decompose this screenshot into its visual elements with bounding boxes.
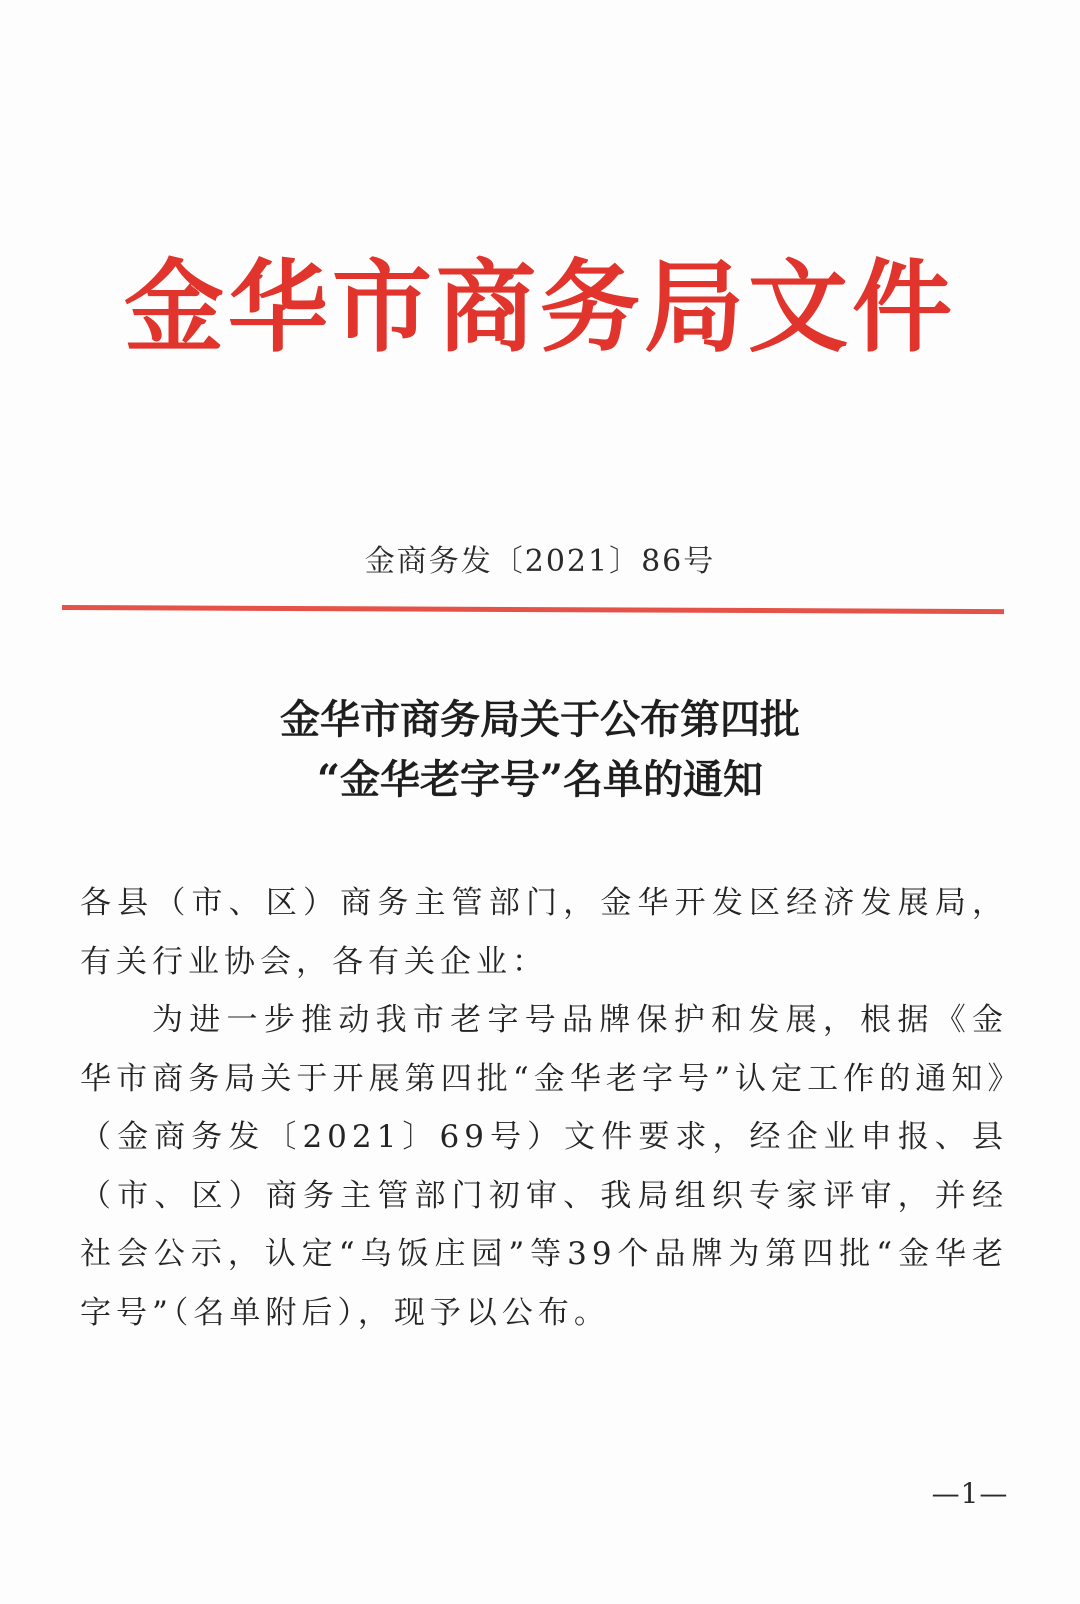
page-number: —1— bbox=[931, 1477, 1009, 1510]
notice-title-line-1: 金华市商务局关于公布第四批 bbox=[280, 696, 800, 743]
notice-body bbox=[80, 874, 1008, 1342]
document-number: 金商务发〔2021〕86号 bbox=[364, 544, 716, 579]
red-divider-line bbox=[62, 605, 1004, 614]
addressee-paragraph: 各县（市、区）商务主管部门，金华开发区经济发展局，有关行业协会，各有关企业： bbox=[80, 885, 1008, 980]
notice-title-line-2: “金华老字号”名单的通知 bbox=[316, 756, 763, 803]
notice-title bbox=[0, 690, 1080, 810]
main-paragraph: 为进一步推动我市老字号品牌保护和发展，根据《金华市商务局关于开展第四批“金华老字号”认定工作的通知》（金商务发〔2021〕69号）文件要求，经企业申报、县（市、区）商务主管部门初审、我局组织专家评审，并经社会公示，认定“乌饭庄园”等39个品牌为第四批“金华老字号”（名单附后），现予以公布。 bbox=[80, 1002, 1008, 1331]
document-header-title: 金华市商务局文件 bbox=[124, 249, 956, 366]
